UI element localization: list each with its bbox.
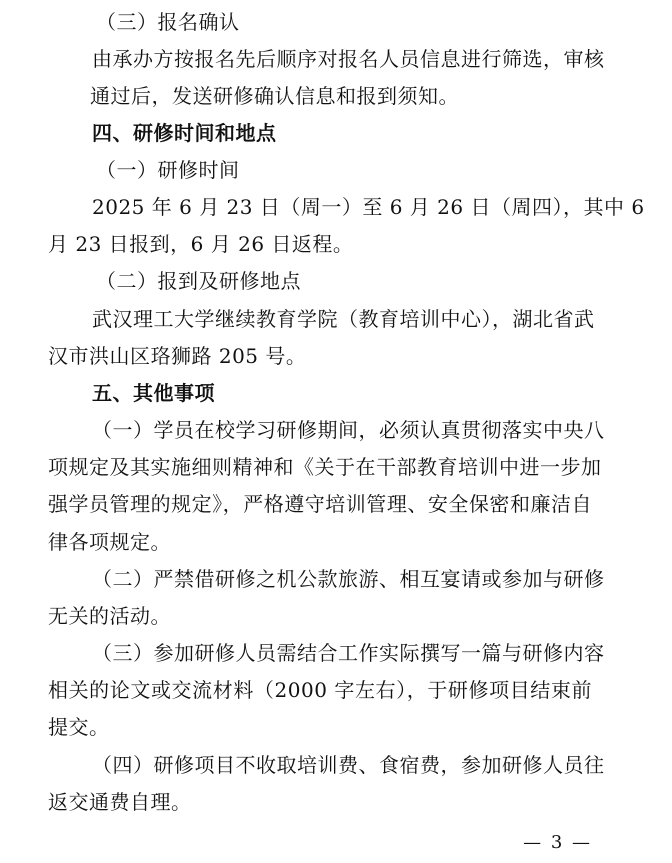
paragraph-line: 由承办方按报名先后顺序对报名人员信息进行筛选，审核 (92, 47, 605, 71)
paragraph-line: （一）学员在校学习研修期间，必须认真贯彻落实中央八 (92, 418, 605, 442)
paragraph-line: 武汉理工大学继续教育学院（教育培训中心），湖北省武 (92, 307, 595, 331)
paragraph-line: 月 23 日报到，6 月 26 日返程。 (48, 232, 354, 256)
section-3-heading: （三）报名确认 (96, 10, 240, 34)
subsection-heading: （一）研修时间 (96, 158, 240, 182)
section-heading-4: 四、研修时间和地点 (92, 121, 277, 145)
paragraph-line: （四）研修项目不收取培训费、食宿费，参加研修人员往 (92, 753, 605, 777)
section-heading-5: 五、其他事项 (92, 381, 215, 405)
paragraph-line: 汉市洪山区珞狮路 205 号。 (48, 344, 307, 368)
paragraph-line: 项规定及其实施细则精神和《关于在干部教育培训中进一步加 (48, 455, 602, 479)
page-number: — 3 — (523, 832, 592, 853)
paragraph-line: 通过后，发送研修确认信息和报到须知。 (90, 84, 459, 108)
paragraph-line: 律各项规定。 (48, 530, 171, 554)
paragraph-line: 无关的活动。 (48, 604, 171, 628)
paragraph-line: 2025 年 6 月 23 日（周一）至 6 月 26 日（周四），其中 6 (92, 195, 645, 219)
paragraph-line: 提交。 (48, 715, 110, 739)
paragraph-line: （三）参加研修人员需结合工作实际撰写一篇与研修内容 (92, 641, 605, 665)
paragraph-line: （二）严禁借研修之机公款旅游、相互宴请或参加与研修 (92, 567, 605, 591)
paragraph-line: 返交通费自理。 (48, 790, 192, 814)
paragraph-line: 相关的论文或交流材料（2000 字左右），于研修项目结束前 (48, 678, 592, 702)
subsection-heading: （二）报到及研修地点 (96, 269, 301, 293)
paragraph-line: 强学员管理的规定》，严格遵守培训管理、安全保密和廉洁自 (48, 492, 592, 516)
